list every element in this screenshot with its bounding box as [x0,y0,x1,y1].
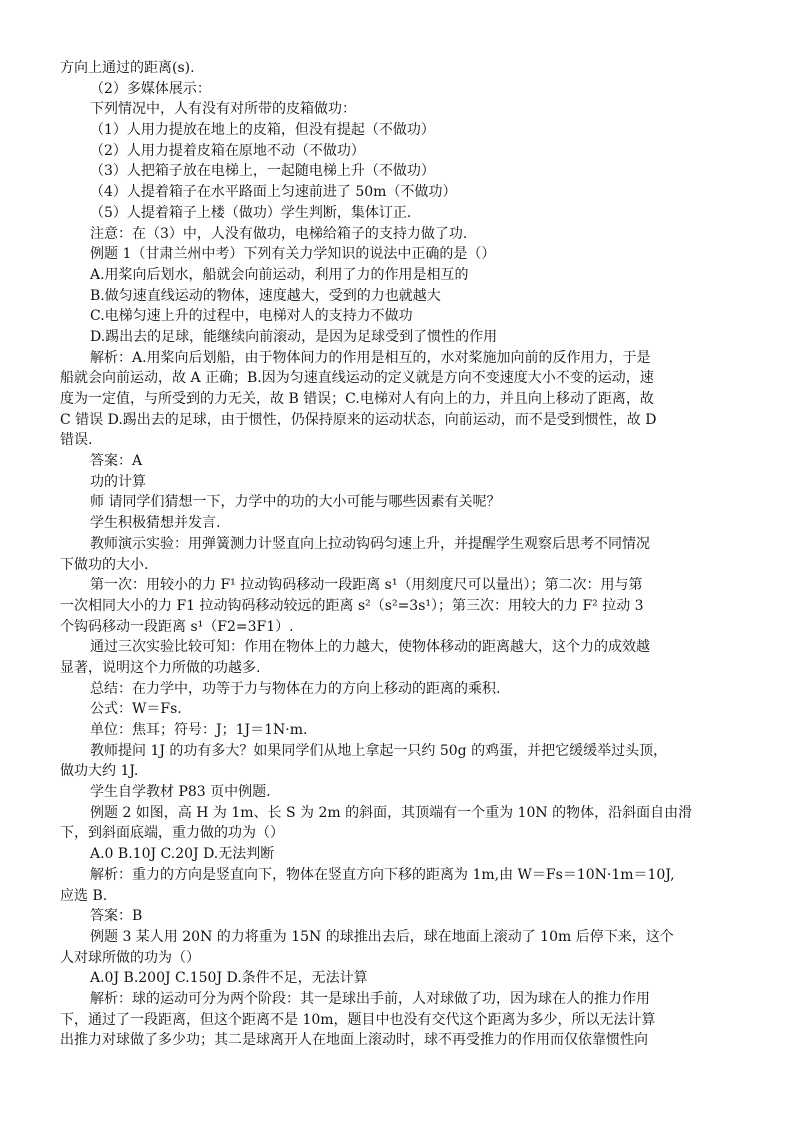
text-line: 答案：B [90,908,143,925]
text-line: A.0J B.200J C.150J D.条件不足，无法计算 [90,970,368,987]
text-line: （2）多媒体展示： [90,80,211,97]
text-line: 学生积极猜想并发言. [90,515,221,532]
text-line: 下做功的大小. [60,556,149,573]
text-line: A.用桨向后划水，船就会向前运动，利用了力的作用是相互的 [90,266,469,283]
text-line: 解析：球的运动可分为两个阶段：其一是球出手前，人对球做了功，因为球在人的推力作用 [90,990,650,1007]
text-line: 答案：A [90,453,143,470]
text-line: 总结：在力学中，功等于力与物体在力的方向上移动的距离的乘积. [90,680,501,697]
text-line: 单位：焦耳；符号：J；1J＝1N·m. [90,722,308,738]
text-line: 显著，说明这个力所做的功越多. [60,659,261,676]
text-line: B.做匀速直线运动的物体，速度越大，受到的力也就越大 [90,287,441,304]
text-line: 注意：在（3）中，人没有做功，电梯给箱子的支持力做了功. [90,225,468,242]
text-line: 例题 1（甘肃兰州中考）下列有关力学知识的说法中正确的是（） [90,246,496,263]
text-line: 通过三次实验比较可知：作用在物体上的力越大，使物体移动的距离越大，这个力的成效越 [90,639,650,656]
text-line: 例题 2 如图，高 H 为 1m、长 S 为 2m 的斜面，其顶端有一个重为 10N 的物体，沿斜面自由滑 [90,804,693,821]
text-line: 一次相同大小的力 F1 拉动钩码移动较远的距离 s²（s²=3s¹）；第三次：用较大的力 F² 拉动 3 [60,597,644,614]
text-line: （2）人用力提着皮箱在原地不动（不做功） [90,142,365,159]
text-line: 下列情况中，人有没有对所带的皮箱做功： [90,101,356,118]
text-line: 人对球所做的功为（） [60,949,200,966]
text-line: 教师提问 1J 的功有多大？如果同学们从地上拿起一只约 50g 的鸡蛋，并把它缓缓举过头顶， [90,742,668,759]
text-line: 出推力对球做了多少功；其二是球离开人在地面上滚动时，球不再受推力的作用而仅依靠惯性向 [60,1032,648,1049]
text-line: 船就会向前运动，故 A 正确；B.因为匀速直线运动的定义就是方向不变速度大小不变的运动，速 [60,370,654,387]
text-line: 个钩码移动一段距离 s¹（F2=3F1）. [60,618,294,635]
section-heading: 功的计算 [90,473,146,490]
text-line: 第一次：用较小的力 F¹ 拉动钩码移动一段距离 s¹（用刻度尺可以量出）；第二次：用与第 [90,577,643,594]
text-line: 学生自学教材 P83 页中例题. [90,784,271,801]
text-line: （1）人用力提放在地上的皮箱，但没有提起（不做功） [90,122,435,139]
text-line: （5）人提着箱子上楼（做功）学生判断，集体订正. [90,204,412,221]
text-line: 师 请同学们猜想一下，力学中的功的大小可能与哪些因素有关呢？ [90,494,501,511]
text-line: A.0 B.10J C.20J D.无法判断 [90,846,275,863]
text-line: 例题 3 某人用 20N 的力将重为 15N 的球推出去后，球在地面上滚动了 10m 后停下来，这个 [90,928,674,945]
text-line: 做功大约 1J. [60,763,139,780]
text-line: 方向上通过的距离(s). [60,60,195,76]
text-line: 错误. [60,432,93,449]
text-line: 解析：A.用桨向后划船，由于物体间力的作用是相互的，水对桨施加向前的反作用力，于是 [90,349,651,366]
text-line: 解析：重力的方向是竖直向下，物体在竖直方向下移的距离为 1m,由 W＝Fs＝10N·1m＝10J, [90,866,675,883]
text-line: 应选 B. [60,887,108,904]
text-line: （3）人把箱子放在电梯上，一起随电梯上升（不做功） [90,163,435,180]
text-line: 下，通过了一段距离，但这个距离不是 10m，题目中也没有交代这个距离为多少，所以无法计算 [60,1011,656,1028]
text-line: 下，到斜面底端，重力做的功为（） [60,825,284,842]
text-line: 公式：W＝Fs. [90,701,182,718]
document-body [60,58,740,1051]
text-line: 度为一定值，与所受到的力无关，故 B 错误；C.电梯对人有向上的力，并且向上移动了距离，故 [60,391,654,407]
text-line: 教师演示实验：用弹簧测力计竖直向上拉动钩码匀速上升，并提醒学生观察后思考不同情况 [90,535,650,552]
text-line: C.电梯匀速上升的过程中，电梯对人的支持力不做功 [90,308,413,325]
text-line: （4）人提着箱子在水平路面上匀速前进了 50m（不做功） [90,184,457,201]
text-line: D.踢出去的足球，能继续向前滚动，是因为足球受到了惯性的作用 [90,328,498,345]
text-line: C 错误 D.踢出去的足球，由于惯性，仍保持原来的运动状态，向前运动，而不是受到惯性，故 D [60,411,657,428]
